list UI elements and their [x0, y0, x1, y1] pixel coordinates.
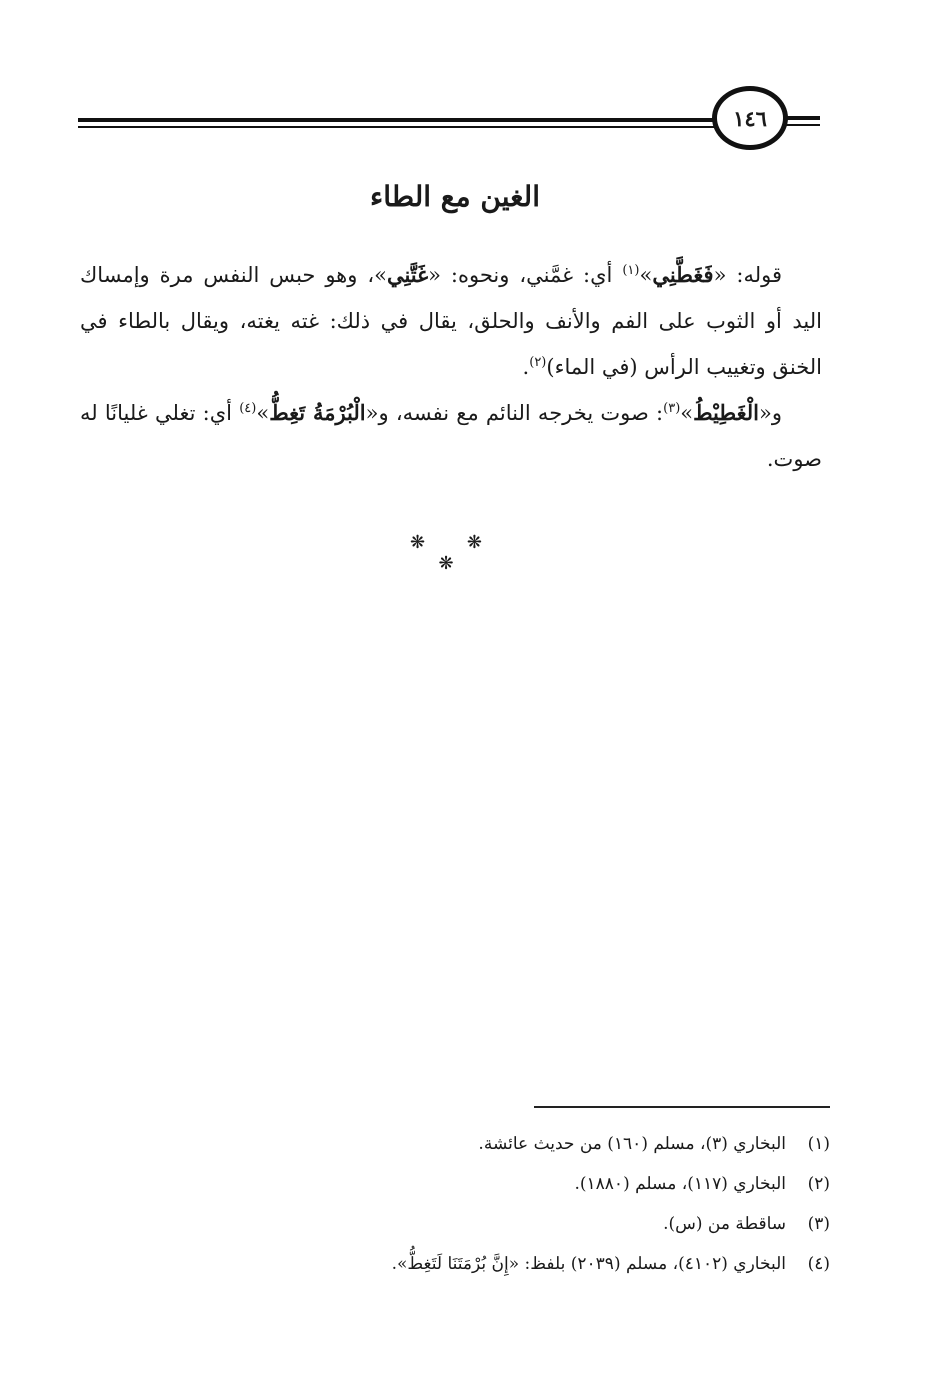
footnote-ref: (١)	[622, 263, 640, 278]
text-run: : صوت يخرجه النائم مع نفسه، و«	[365, 401, 664, 425]
footnote-rule	[534, 1106, 830, 1108]
section-separator: ❋ ❋ ❋	[410, 532, 500, 574]
footnote-text: البخاري (٣)، مسلم (١٦٠) من حديث عائشة.	[478, 1134, 786, 1154]
text-run: و«	[759, 401, 782, 425]
footnote-number: (٣)	[807, 1214, 830, 1234]
keyword: الْبُرْمَةُ تَغِطُّ	[269, 400, 366, 425]
page-number: ١٤٦	[712, 86, 788, 150]
footnote-ref: (٣)	[663, 401, 681, 416]
header-rule-thick	[78, 118, 728, 122]
chapter-title: الغين مع الطاء	[370, 180, 540, 213]
footnote-item	[190, 1204, 830, 1244]
footnote-ref: (٢)	[529, 355, 547, 370]
text-run: أي: غمَّني، ونحوه: «	[428, 263, 623, 287]
text-run: أي: تغلي غليانًا له صوت.	[80, 401, 822, 471]
keyword: غَتَّنِي	[386, 262, 429, 287]
footnotes	[190, 1124, 830, 1284]
footnote-text: البخاري (١١٧)، مسلم (١٨٨٠).	[574, 1174, 786, 1194]
text-run: »	[639, 263, 653, 287]
paragraph-2	[80, 390, 822, 482]
footnote-text: ساقطة من (س).	[663, 1214, 786, 1234]
text-run: قوله: «	[713, 263, 782, 287]
text-run: »، وهو حبس النفس مرة وإمساك اليد أو الثوب على الفم والأنف والحلق، يقال في ذلك: غته يغته، ويقال بالطاء في الخنق وتغييب الرأس (في الماء)	[80, 263, 822, 379]
footnote-number: (٤)	[807, 1254, 830, 1274]
footnote-item	[190, 1244, 830, 1284]
footnote-item	[190, 1124, 830, 1164]
footnote-number: (٢)	[807, 1174, 830, 1194]
footnote-ref: (٤)	[239, 401, 257, 416]
header-rule-thin	[78, 126, 728, 128]
footnote-text: البخاري (٤١٠٢)، مسلم (٢٠٣٩) بلفظ: «إِنَّ بُرْمَتَنَا لَتَغِطُّ».	[391, 1254, 786, 1274]
keyword: فَغَطَّنِي	[652, 262, 714, 287]
body-text	[80, 252, 822, 482]
footnote-number: (١)	[807, 1134, 830, 1154]
keyword: الْغَطِيْطُ	[693, 400, 759, 425]
text-run: .	[522, 355, 530, 379]
text-run: »	[680, 401, 694, 425]
text-run: »	[256, 401, 270, 425]
paragraph-1	[80, 252, 822, 390]
footnote-item	[190, 1164, 830, 1204]
